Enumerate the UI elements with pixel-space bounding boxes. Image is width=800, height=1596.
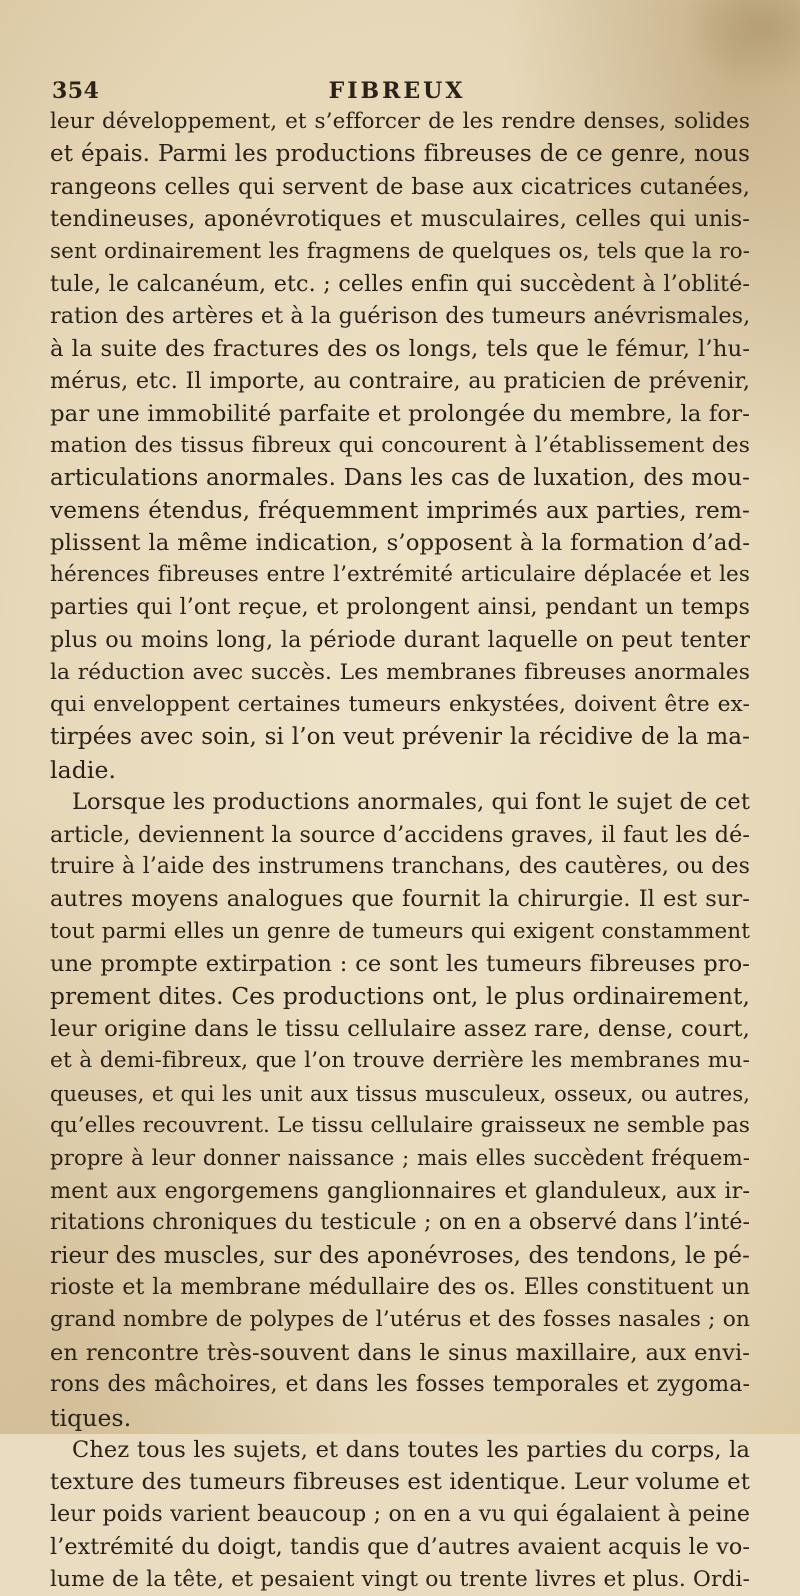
page-stain	[680, 0, 800, 90]
text-line: prement dites. Ces productions ont, le plus ordinairement,	[50, 982, 750, 1010]
text-line: ration des artères et à la guérison des tumeurs anévrismales,	[50, 303, 751, 330]
text-line: ritations chroniques du testicule ; on en a observé dans l’inté-	[50, 1210, 750, 1236]
text-line: leur origine dans le tissu cellulaire assez rare, dense, court,	[50, 1015, 750, 1042]
text-line: la réduction avec succès. Les membranes fibreuses anormales	[50, 659, 750, 685]
paragraph-start-line: Lorsque les productions anormales, qui font le sujet de cet	[72, 789, 750, 816]
text-line: rieur des muscles, sur des aponévroses, des tendons, le pé-	[50, 1242, 750, 1269]
text-line: grand nombre de polypes de l’utérus et des fosses nasales ; on	[50, 1307, 750, 1333]
text-line: tule, le calcanéum, etc. ; celles enfin qui succèdent à l’oblité-	[50, 270, 750, 297]
text-line: plus ou moins long, la période durant laquelle on peut tenter	[50, 627, 750, 654]
text-line: qui enveloppent certaines tumeurs enkystées, doivent être ex-	[50, 692, 750, 718]
text-line: rangeons celles qui servent de base aux cicatrices cutanées,	[50, 173, 750, 200]
text-line: parties qui l’ont reçue, et prolongent ainsi, pendant un temps	[50, 594, 750, 620]
text-line: tendineuses, aponévrotiques et musculaires, celles qui unis-	[50, 206, 750, 233]
text-line: plissent la même indication, s’opposent à la formation d’ad-	[50, 530, 750, 557]
page-header	[52, 78, 742, 108]
text-line: et épais. Parmi les productions fibreuses de ce genre, nous	[50, 141, 750, 168]
text-line: leur poids varient beaucoup ; on en a vu qui égalaient à peine	[50, 1501, 750, 1527]
text-line: mérus, etc. Il importe, au contraire, au praticien de prévenir,	[50, 368, 750, 395]
text-line: leur développement, et s’efforcer de les rendre denses, solides	[50, 109, 750, 134]
text-line: rioste et la membrane médullaire des os. Elles constituent un	[50, 1275, 750, 1301]
text-line: par une immobilité parfaite et prolongée du membre, la for-	[50, 400, 750, 427]
text-line: l’extrémité du doigt, tandis que d’autres avaient acquis le vo-	[50, 1534, 750, 1561]
text-line: articulations anormales. Dans les cas de luxation, des mou-	[50, 465, 750, 492]
text-line: rons des mâchoires, et dans les fosses temporales et zygoma-	[50, 1372, 750, 1398]
text-line: en rencontre très-souvent dans le sinus maxillaire, aux envi-	[50, 1339, 750, 1366]
text-line: hérences fibreuses entre l’extrémité articulaire déplacée et les	[50, 562, 750, 588]
text-line: queuses, et qui les unit aux tissus musculeux, osseux, ou autres,	[50, 1081, 750, 1106]
page-number: 354	[52, 78, 100, 104]
text-line: vemens étendus, fréquemment imprimés aux parties, rem-	[50, 496, 750, 524]
text-line: truire à l’aide des instrumens tranchans, des cautères, ou des	[50, 853, 750, 879]
paragraph-end-line: ladie.	[50, 755, 117, 784]
text-line: une prompte extirpation : ce sont les tumeurs fibreuses pro-	[50, 951, 750, 978]
text-line: texture des tumeurs fibreuses est identique. Leur volume et	[50, 1469, 750, 1496]
text-line: autres moyens analogues que fournit la chirurgie. Il est sur-	[50, 886, 750, 913]
text-line: propre à leur donner naissance ; mais elles succèdent fréquem-	[50, 1145, 750, 1171]
text-line: tirpées avec soin, si l’on veut prévenir la récidive de la ma-	[50, 724, 750, 751]
running-head: FIBREUX	[328, 78, 466, 104]
text-line: lume de la tête, et pesaient vingt ou trente livres et plus. Ordi-	[50, 1566, 750, 1592]
paragraph-start-line: Chez tous les sujets, et dans toutes les parties du corps, la	[72, 1437, 750, 1464]
text-line: tout parmi elles un genre de tumeurs qui exigent constamment	[50, 918, 750, 944]
text-line: mation des tissus fibreux qui concourent à l’établissement des	[50, 432, 750, 458]
text-line: et à demi-fibreux, que l’on trouve derrière les membranes mu-	[50, 1048, 750, 1074]
body-text	[50, 106, 750, 1596]
text-line: à la suite des fractures des os longs, tels que le fémur, l’hu-	[50, 335, 750, 362]
text-line: qu’elles recouvrent. Le tissu cellulaire graisseux ne semble pas	[50, 1113, 750, 1139]
text-line: sent ordinairement les fragmens de quelques os, tels que la ro-	[50, 238, 750, 264]
text-line: ment aux engorgemens ganglionnaires et glanduleux, aux ir-	[50, 1177, 750, 1204]
text-line: article, deviennent la source d’accidens graves, il faut les dé-	[50, 821, 750, 848]
paragraph-end-line: tiques.	[50, 1403, 132, 1432]
